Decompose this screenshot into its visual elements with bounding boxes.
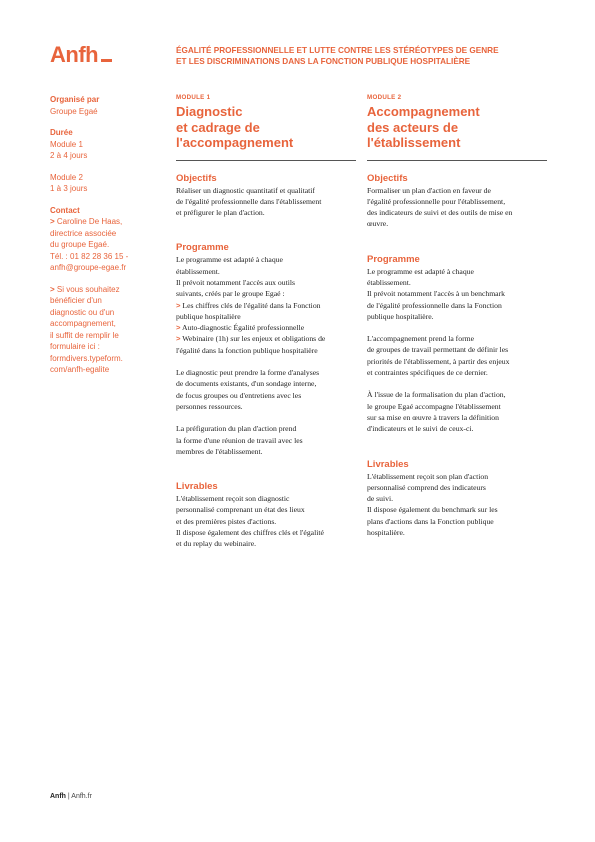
- document-title-line: ÉGALITÉ PROFESSIONNELLE ET LUTTE CONTRE LES STÉRÉOTYPES DE GENRE: [176, 46, 499, 55]
- module1-programme-text: Le programme est adapté à chaque établissement. Il prévoit notamment l'accès aux outils suivants, créés par le groupe Egaé : > Les chiffres clés de l'égalité dans la Fonction publique hospitalière > Auto-diagnostic Égalité professionnelle > Webinaire (1h) sur les enjeux et obligations de l'égalité dans la fonction publique hospitalière Le diagnostic peut prendre la forme d'analyses de documents existants, d'un sondage interne, de focus groupes ou d'entretiens avec les personnes ressources. La préfiguration du plan d'action prend la forme d'une réunion de travail avec les membres de l'établissement.: [176, 254, 356, 457]
- module2-programme-heading: Programme: [367, 253, 420, 265]
- contact-phone: Tél. : 01 82 28 36 15 -: [50, 251, 129, 261]
- contact-email-link[interactable]: anfh@groupe-egae.fr: [50, 263, 127, 272]
- info-line: diagnostic ou d'un: [50, 307, 115, 317]
- footer-site-link[interactable]: Anfh.fr: [71, 793, 92, 800]
- info-line: Si vous souhaitez: [56, 284, 120, 294]
- footer: [50, 793, 92, 800]
- form-link[interactable]: com/anfh-egalite: [50, 365, 110, 374]
- list-item: > Auto-diagnostic Égalité professionnelle: [176, 323, 305, 333]
- module1-label: MODULE 1: [176, 94, 211, 101]
- arrow-icon: >: [50, 284, 55, 294]
- document-title-line: ET LES DISCRIMINATIONS DANS LA FONCTION PUBLIQUE HOSPITALIÈRE: [176, 57, 471, 66]
- module2-column: [367, 94, 547, 538]
- info-line: bénéficier d'un: [50, 296, 102, 305]
- module2-objectifs-heading: Objectifs: [367, 172, 408, 184]
- sidebar: [50, 94, 160, 376]
- footer-brand: Anfh: [50, 793, 66, 800]
- contact-line: directrice associée: [50, 228, 117, 238]
- arrow-icon: >: [176, 334, 181, 344]
- module2-title: Accompagnement des acteurs de l'établissement: [367, 104, 480, 150]
- arrow-icon: >: [176, 323, 181, 333]
- list-item: > Les chiffres clés de l'égalité dans la Fonction: [176, 300, 321, 310]
- duree-module2-label: Module 2: [50, 172, 83, 182]
- contact-label: Contact: [50, 205, 80, 215]
- logo-underscore: [101, 59, 112, 62]
- module2-livrables-heading: Livrables: [367, 458, 409, 470]
- organise-value: Groupe Egaé: [50, 106, 98, 116]
- anfh-logo: Anfh: [50, 44, 112, 66]
- divider: [367, 160, 547, 161]
- duree-module1-value: 2 à 4 jours: [50, 151, 88, 160]
- contact-block: [50, 216, 160, 274]
- module2-label: MODULE 2: [367, 94, 402, 101]
- contact-line: du groupe Egaé.: [50, 240, 110, 249]
- module1-objectifs-heading: Objectifs: [176, 172, 217, 184]
- module2-objectifs-text: Formaliser un plan d'action en faveur de l'égalité professionnelle pour l'établissement, des indicateurs de suivi et des outils de mise en œuvre.: [367, 185, 513, 229]
- module1-column: [176, 94, 356, 550]
- footer-separator: |: [67, 793, 70, 800]
- duree-label: Durée: [50, 128, 73, 137]
- arrow-icon: >: [50, 217, 55, 226]
- form-link[interactable]: formdivers.typeform.: [50, 353, 123, 363]
- module1-objectifs-text: Réaliser un diagnostic quantitatif et qualitatif de l'égalité professionnelle dans l'établissement et préfigurer le plan d'action.: [176, 185, 322, 218]
- module2-programme-text: Le programme est adapté à chaque établissement. Il prévoit notamment l'accès à un benchmark de l'égalité professionnelle dans la Fonction publique hospitalière. L'accompagnement prend la forme de groupes de travail permettant de définir les priorités de l'établissement, à partir des enjeux et contraintes spécifiques de ce dernier. À l'issue de la formalisation du plan d'action, le groupe Egaé accompagne l'établissement sur sa mise en œuvre à travers la définition d'indicateurs et le suivi de ceux-ci.: [367, 266, 510, 434]
- arrow-icon: >: [176, 300, 181, 310]
- document-title: [176, 45, 556, 67]
- organise-label: Organisé par: [50, 95, 100, 104]
- contact-line: Caroline De Haas,: [56, 217, 123, 226]
- info-line: il suffit de remplir le: [50, 330, 119, 340]
- info-line: formulaire ici :: [50, 342, 100, 351]
- duree-module2-value: 1 à 3 jours: [50, 184, 88, 193]
- list-item: > Webinaire (1h) sur les enjeux et obligations de: [176, 334, 326, 344]
- module1-livrables-heading: Livrables: [176, 481, 218, 493]
- module1-livrables-text: L'établissement reçoit son diagnostic personnalisé comprenant un état des lieux et des premières pistes d'actions. Il dispose également des chiffres clés et l'égalité et du replay du webinaire.: [176, 494, 324, 549]
- module2-livrables-text: L'établissement reçoit son plan d'action personnalisé comprend des indicateurs de suivi. Il dispose également du benchmark sur les plans d'actions dans la Fonction publique hospitalière.: [367, 471, 498, 538]
- info-line: accompagnement,: [50, 319, 116, 328]
- module1-programme-heading: Programme: [176, 242, 229, 254]
- divider: [176, 160, 356, 161]
- info-block: [50, 284, 160, 376]
- duree-module1-label: Module 1: [50, 139, 83, 149]
- module1-title: Diagnostic et cadrage de l'accompagnement: [176, 104, 294, 150]
